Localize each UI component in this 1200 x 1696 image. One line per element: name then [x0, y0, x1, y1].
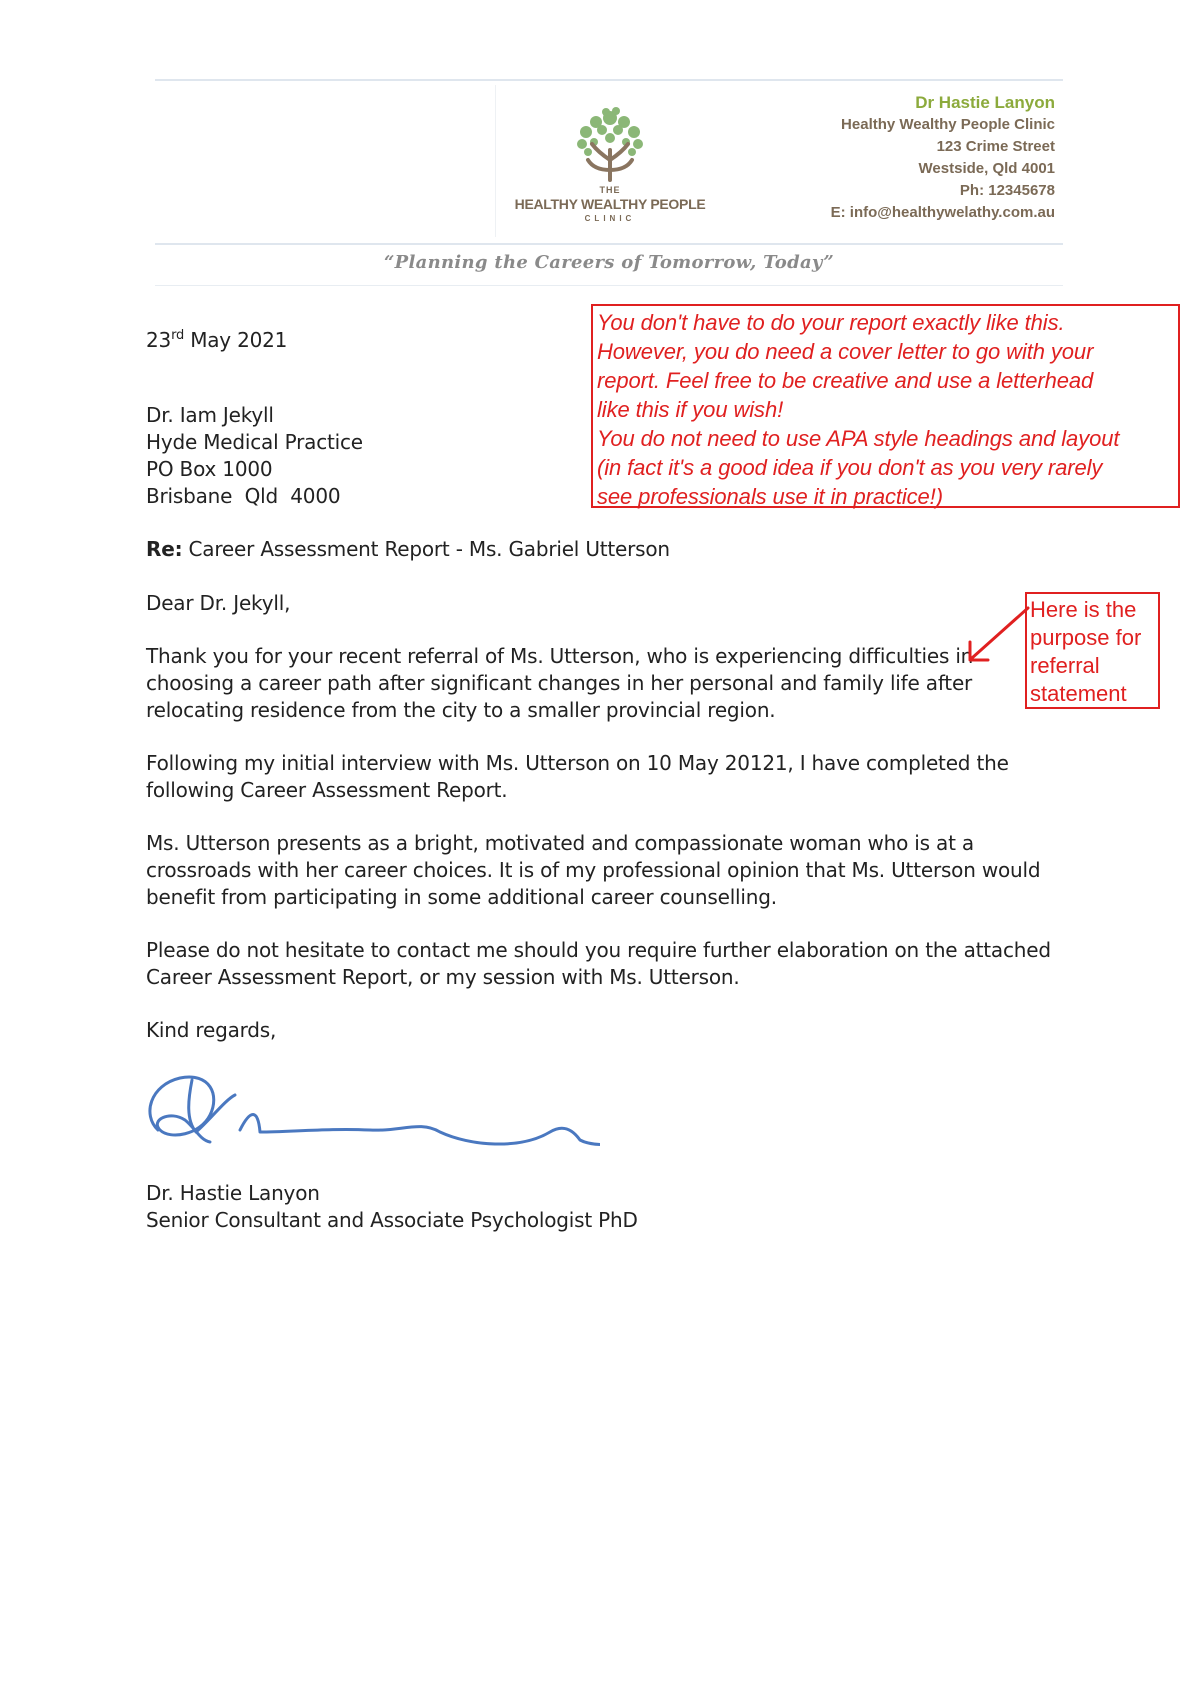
clinic-logo	[510, 100, 710, 230]
note-line: You do not need to use APA style headings and layout	[597, 426, 1120, 451]
logo-brand-line3: CLINIC	[584, 214, 636, 223]
paragraph-referral: Thank you for your recent referral of Ms. Utterson, who is experiencing difficulties in choosing a career path after significant changes in her personal and family life after relocating residence from the city to a smaller provincial region.	[146, 644, 974, 722]
signer-name: Dr. Hastie Lanyon	[146, 1181, 320, 1205]
paragraph-interview: Following my initial interview with Ms. Utterson on 10 May 20121, I have completed the following Career Assessment Report.	[146, 751, 1009, 802]
date-rest: May 2021	[184, 328, 288, 352]
signature-image	[140, 1060, 600, 1170]
recipient-name: Dr. Iam Jekyll	[146, 403, 274, 427]
note-line: see professionals use it in practice!)	[597, 484, 943, 509]
purpose-line: referral	[1030, 653, 1100, 678]
instruction-note-box	[591, 304, 1180, 508]
recipient-address	[146, 402, 363, 510]
note-line: (in fact it's a good idea if you don't as you very rarely	[597, 455, 1103, 480]
paragraph-assessment: Ms. Utterson presents as a bright, motivated and compassionate woman who is at a crossroads with her career choices. It is of my professional opinion that Ms. Utterson would benefit from participating in some additional career counselling.	[146, 831, 1041, 909]
tree-logo-icon	[510, 100, 710, 195]
salutation: Dear Dr. Jekyll,	[146, 591, 291, 615]
letterhead-tagline: “Planning the Careers of Tomorrow, Today”	[383, 252, 834, 273]
recipient-city: Brisbane Qld 4000	[146, 484, 341, 508]
logo-brand-line2: HEALTHY WEALTHY PEOPLE	[514, 196, 706, 212]
letterhead-contact	[831, 92, 1055, 224]
note-line: like this if you wish!	[597, 397, 784, 422]
note-line: report. Feel free to be creative and use a letterhead	[597, 368, 1094, 393]
subject-label: Re:	[146, 537, 183, 561]
clinic-phone: Ph: 12345678	[959, 182, 1055, 199]
letterhead-divider	[495, 85, 496, 237]
letterhead-bottom-rule	[155, 243, 1063, 245]
doctor-name: Dr Hastie Lanyon	[915, 93, 1055, 112]
clinic-email: E: info@healthywelathy.com.au	[830, 204, 1055, 221]
date-suffix: rd	[171, 328, 185, 343]
clinic-street: 123 Crime Street	[936, 138, 1055, 155]
purpose-line: Here is the	[1030, 597, 1137, 622]
purpose-line: purpose for	[1030, 625, 1142, 650]
note-line: However, you do need a cover letter to go with your	[597, 339, 1094, 364]
clinic-city: Westside, Qld 4001	[918, 160, 1055, 177]
recipient-po-box: PO Box 1000	[146, 457, 273, 481]
clinic-name: Healthy Wealthy People Clinic	[841, 116, 1055, 133]
arrow-icon	[960, 600, 1035, 670]
letterhead-tagline-rule	[155, 285, 1063, 286]
date-day: 23	[146, 328, 172, 352]
subject-line	[146, 536, 670, 563]
note-line: You don't have to do your report exactly like this.	[597, 310, 1065, 335]
paragraph-contact: Please do not hesitate to contact me should you require further elaboration on the attached Career Assessment Report, or my session with Ms. Utterson.	[146, 938, 1051, 989]
recipient-practice: Hyde Medical Practice	[146, 430, 363, 454]
signer-title: Senior Consultant and Associate Psychologist PhD	[146, 1208, 638, 1232]
subject-text: Career Assessment Report - Ms. Gabriel Utterson	[182, 537, 670, 561]
letter-date	[146, 322, 287, 354]
purpose-note-box	[1025, 592, 1160, 709]
letterhead-top-rule	[155, 79, 1063, 81]
purpose-line: statement	[1030, 681, 1127, 706]
signer-block	[146, 1180, 638, 1234]
logo-brand-line1: THE	[599, 185, 621, 195]
closing: Kind regards,	[146, 1018, 277, 1042]
